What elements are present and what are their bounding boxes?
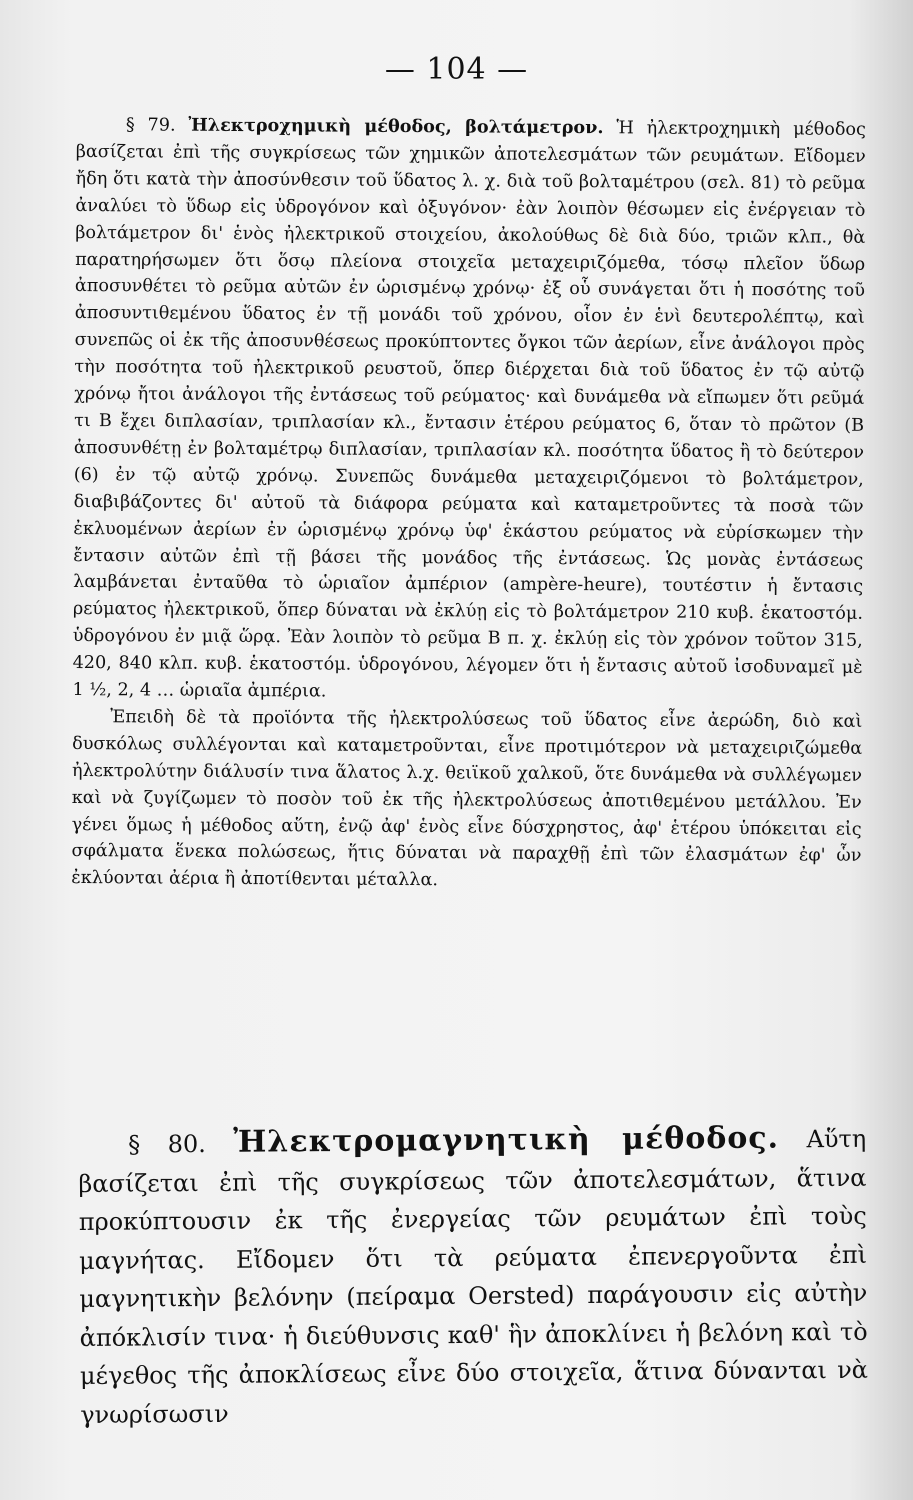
section-79 [71, 112, 866, 897]
section-80 [78, 1119, 868, 1434]
section-80-number: § 80. [128, 1129, 206, 1159]
section-79-number: § 79. [125, 115, 176, 136]
page-number: — 104 — [384, 52, 529, 87]
section-80-body: Αὕτη βασίζεται ἐπὶ τῆς συγκρίσεως τῶν ἀποτελεσμάτων, ἅτινα προκύπτουσιν ἐκ τῆς ἐνεργείας τῶν ρευμάτων ἐπὶ τοὺς μαγνήτας. Εἴδομεν ὅτι τὰ ρεύματα ἐπενεργοῦντα ἐπὶ μαγνητικὴν βελόνην (πείραμα Oersted) παράγουσιν εἰς αὐτὴν ἀπόκλισίν τινα· ἡ διεύθυνσις καθ' ἣν ἀποκλίνει ἡ βελόνη καὶ τὸ μέγεθος τῆς ἀποκλίσεως εἶνε δύο στοιχεῖα, ἅτινα δύνανται νὰ γνωρίσωσιν [78, 1124, 869, 1429]
section-79-paragraph-1 [72, 112, 866, 709]
section-79-paragraph-2: Ἐπειδὴ δὲ τὰ προϊόντα τῆς ἠλεκτρολύσεως τοῦ ὕδατος εἶνε ἀερώδη, διὸ καὶ δυσκόλως συλλέγονται καὶ καταμετροῦνται, εἶνε προτιμότερον νὰ μεταχειριζώμεθα ἠλεκτρολύτην διάλυσίν τινα ἅλατος λ.χ. θειϊκοῦ χαλκοῦ, ὅτε δυνάμεθα νὰ συλλέγωμεν καὶ νὰ ζυγίζωμεν τὸ ποσὸν τοῦ ἐκ τῆς ἠλεκτρολύσεως ἀποτιθεμένου μετάλλου. Ἐν γένει ὅμως ἡ μέθοδος αὕτη, ἐνῷ ἀφ' ἑνὸς εἶνε δύσχρηστος, ἀφ' ἑτέρου ὑπόκειται εἰς σφάλματα ἕνεκα πολώσεως, ἥτις δύναται νὰ παραχθῇ ἐπὶ τῶν ἐλασμάτων ἐφ' ὧν ἐκλύονται ἀέρια ἢ ἀποτίθενται μέταλλα. [71, 707, 863, 891]
section-79-body: Ἡ ἠλεκτροχημικὴ μέθοδος βασίζεται ἐπὶ τῆς συγκρίσεως τῶν χημικῶν ἀποτελεσμάτων τῶν ρευμάτων. Εἴδομεν ἤδη ὅτι κατὰ τὴν ἀποσύνθεσιν τοῦ ὕδατος λ. χ. διὰ τοῦ βολταμέτρου (σελ. 81) τὸ ρεῦμα ἀναλύει τὸ ὕδωρ εἰς ὑδρογόνον καὶ ὀξυγόνον· ἐὰν λοιπὸν θέσωμεν εἰς ἐνέργειαν τὸ βολτάμετρον δι' ἑνὸς ἠλεκτρικοῦ στοιχείου, ἀκολούθως δὲ διὰ δύο, τριῶν κλπ., θὰ παρατηρήσωμεν ὅτι ὅσῳ πλείονα στοιχεῖα μεταχειριζόμεθα, τόσῳ πλεῖον ὕδωρ ἀποσυνθέτει τὸ ρεῦμα αὐτῶν ἐν ὡρισμένῳ χρόνῳ· ἐξ οὗ συνάγεται ὅτι ἡ ποσότης τοῦ ἀποσυντιθεμένου ὕδατος ἐν τῇ μονάδι τοῦ χρόνου, οἷον ἐν ἑνὶ δευτερολέπτῳ, καὶ συνεπῶς οἱ ἐκ τῆς ἀποσυνθέσεως προκύπτοντες ὄγκοι τῶν ἀερίων, εἶνε ἀνάλογοι πρὸς τὴν ποσότητα τοῦ ἠλεκτρικοῦ ρευστοῦ, ὅπερ διέρχεται διὰ τοῦ ὕδατος ἐν τῷ αὐτῷ χρόνῳ ἤτοι ἀνάλογοι τῆς ἐντάσεως τοῦ ρεύματος· καὶ δυνάμεθα νὰ εἴπωμεν ὅτι ρεῦμά τι Β ἔχει διπλασίαν, τριπλασίαν κλ., ἔντασιν ἑτέρου ρεύματος 6, ὅταν τὸ πρῶτον (Β ἀποσυνθέτῃ ἐν βολταμέτρῳ διπλασίαν, τριπλασίαν κλ. ποσότητα ὕδατος ἢ τὸ δεύτερον (6) ἐν τῷ αὐτῷ χρόνῳ. Συνεπῶς δυνάμεθα μεταχειριζόμενοι τὸ βολτάμετρον, διαβιβάζοντες δι' αὐτοῦ τὰ διάφορα ρεύματα καὶ καταμετροῦντες τὰ ποσὰ τῶν ἐκλυομένων ἀερίων ἐν ὡρισμένῳ χρόνῳ ὑφ' ἑκάστου ρεύματος νὰ εὑρίσκωμεν τὴν ἔντασιν αὐτῶν ἐπὶ τῇ βάσει τῆς μονάδος τῆς ἐντάσεως. Ὡς μονὰς ἐντάσεως λαμβάνεται ἐνταῦθα τὸ ὡριαῖον ἀμπέριον (ampère-heure), τουτέστιν ἡ ἔντασις ρεύματος ἠλεκτρικοῦ, ὅπερ δύναται νὰ ἐκλύῃ εἰς τὸ βολτάμετρον 210 κυβ. ἑκατοστόμ. ὑδρογόνου ἐν μιᾷ ὥρᾳ. Ἐὰν λοιπὸν τὸ ρεῦμα Β π. χ. ἐκλύῃ εἰς τὸν χρόνον τοῦτον 315, 420, 840 κλπ. κυβ. ἑκατοστόμ. ὑδρογόνου, λέγομεν ὅτι ἡ ἔντασις αὐτοῦ ἰσοδυναμεῖ μὲ 1 ½, 2, 4 … ὡριαῖα ἀμπέρια. [72, 118, 866, 702]
section-80-paragraph [78, 1119, 868, 1434]
section-79-heading: Ἠλεκτροχημικὴ μέθοδος, βολτάμετρον. [188, 114, 604, 139]
section-80-heading: Ἠλεκτρομαγνητικὴ μέθοδος. [233, 1120, 780, 1160]
